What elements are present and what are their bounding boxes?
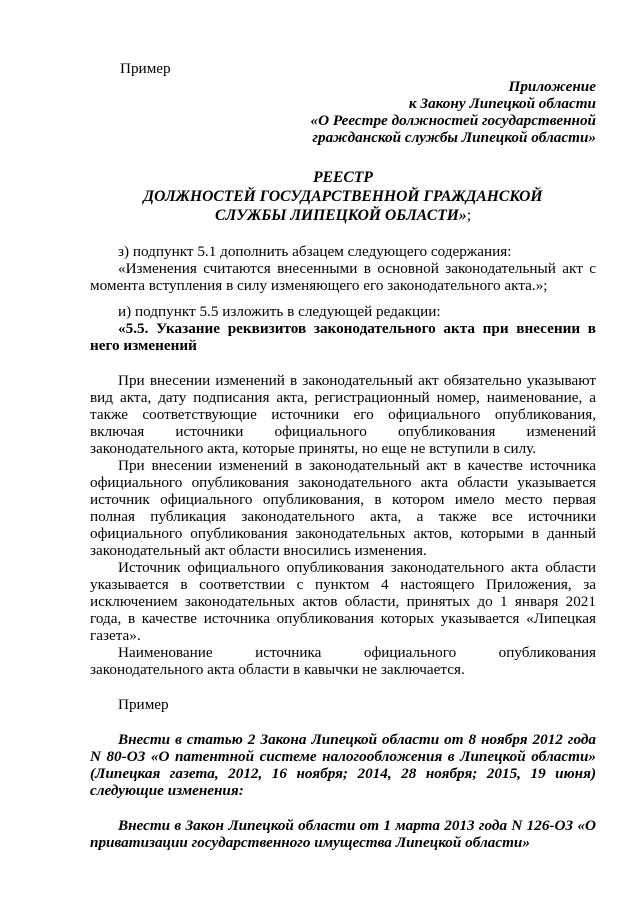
paragraph-3: Источник официального опубликования законодательного акта области указывается в соответствии с пунктом 4 настоящего Приложения, за исключением законодательных актов области, принятых до 1 января 2021 года, в качестве источника опубликования которых указывается «Липецкая газета». (90, 559, 596, 644)
example-1-part-3: «О патентной системе налогообложения в Липецкой области» (Липецкая газета, 2012, 16 ноября; 2014, 28 ноября; 2015, 19 июня) следующие изменения: (90, 748, 596, 799)
item-i: и) подпункт 5.5 изложить в следующей редакции: (118, 303, 441, 320)
example-2 (90, 817, 596, 851)
annex-line-4: гражданской службы Липецкой области» (312, 129, 596, 146)
section-5-5-heading: «5.5. Указание реквизитов законодательного акта при внесении в него изменений (90, 320, 596, 354)
registry-title-line-3 (90, 206, 596, 225)
annex-block (90, 78, 596, 146)
example-2-part-3: «О приватизации государственного имущества Липецкой области» (90, 817, 597, 851)
registry-title-line-2: ДОЛЖНОСТЕЙ ГОСУДАРСТВЕННОЙ ГРАЖДАНСКОЙ (143, 188, 543, 205)
paragraph-4: Наименование источника официального опубликования законодательного акта области в кавычки не заключается. (90, 644, 596, 678)
annex-line-3: «О Реестре должностей государственной (310, 112, 596, 129)
example-2-part-2: N 126-ОЗ (511, 817, 574, 834)
item-z-quote: «Изменения считаются внесенными в основной законодательный акт с момента вступления в силу изменяющего его законодательного акта.»; (90, 260, 596, 294)
registry-title (90, 168, 596, 225)
annex-line-1: Приложение (508, 78, 596, 95)
example-1 (90, 731, 596, 799)
registry-title-line-3-tail: ; (466, 207, 472, 224)
example-2-part-1: Внести в Закон Липецкой области от 1 марта 2013 года (118, 817, 508, 834)
annex-line-2: к Закону Липецкой области (408, 95, 596, 112)
item-z: з) подпункт 5.1 дополнить абзацем следующего содержания: (118, 243, 512, 260)
header-example-label: Пример (120, 60, 171, 77)
paragraph-2: При внесении изменений в законодательный акт в качестве источника официального опубликования законодательного акта области указывается источник официального опубликования, в котором имело место первая полная публикация законодательного акта, а также все источники официального опубликования законодательных актов, которыми в данный законодательный акт области вносились изменения. (90, 457, 596, 559)
paragraph-1: При внесении изменений в законодательный акт обязательно указывают вид акта, дату подписания акта, регистрационный номер, наименование, а также соответствующие источники его официального опубликования, включая источники официального опубликования изменений законодательного акта, которые приняты, но еще не вступили в силу. (90, 372, 596, 457)
example-1-part-1: Внести в статью 2 Закона Липецкой области от 8 ноября 2012 года (118, 731, 596, 748)
example-label: Пример (118, 696, 169, 713)
example-1-part-2: N 80-ОЗ (90, 748, 146, 765)
registry-title-line-3-italic: СЛУЖБЫ ЛИПЕЦКОЙ ОБЛАСТИ» (214, 207, 467, 224)
registry-title-line-1: РЕЕСТР (313, 169, 373, 186)
